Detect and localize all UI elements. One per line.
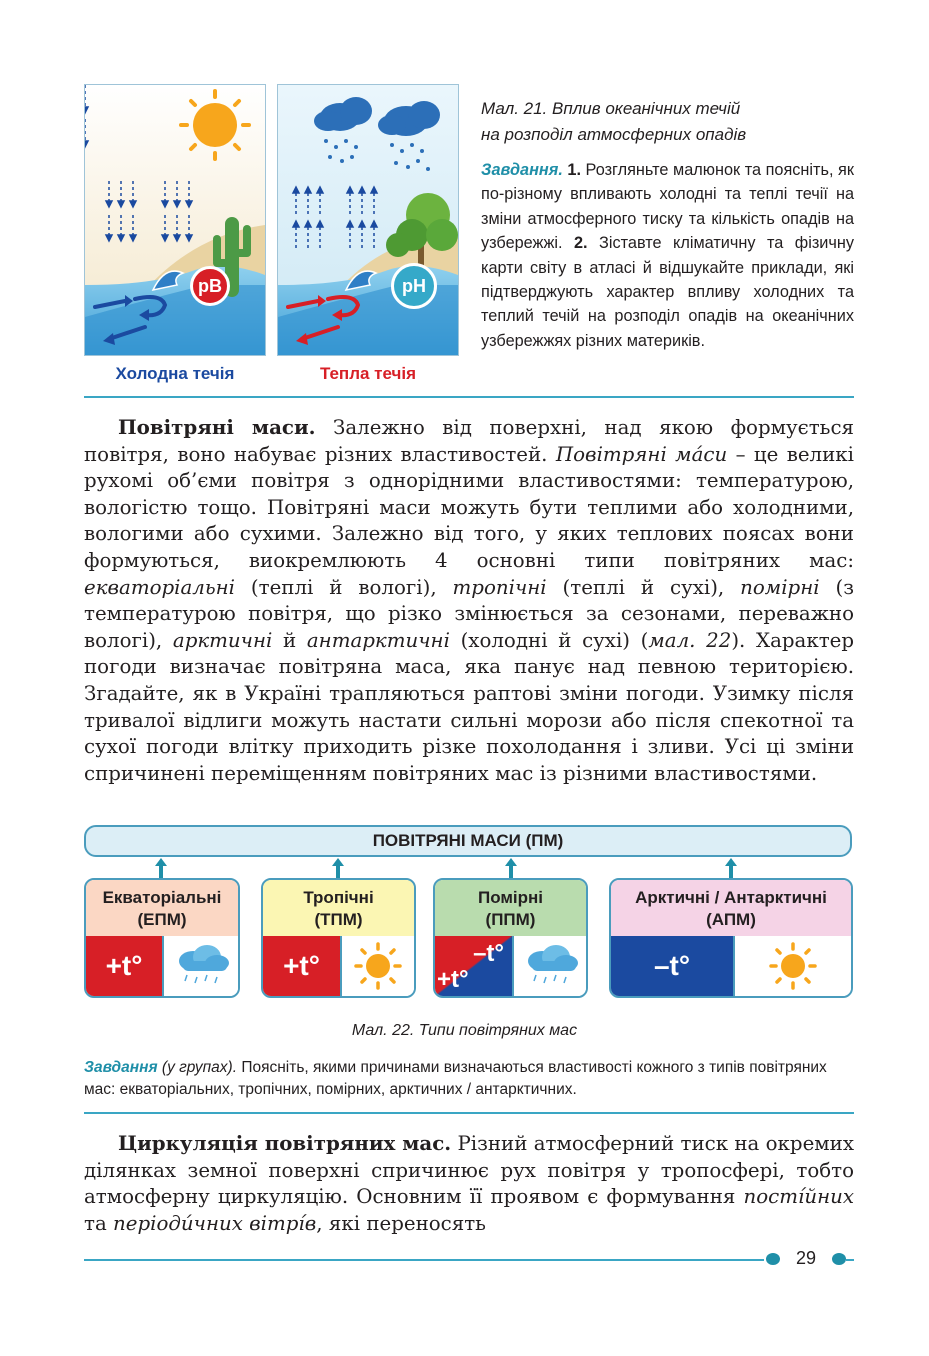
temperature-cell: [263, 936, 340, 996]
para1-figure-ref: мал. 22: [648, 628, 732, 652]
para2-text: , які переносять: [316, 1211, 486, 1235]
warm-current-illustration: [277, 84, 459, 356]
air-masses-paragraph: [84, 414, 854, 787]
air-masses-header: ПОВІТРЯНІ МАСИ (ПМ): [84, 825, 852, 857]
para2-text: Різний атмосферний тиск на окремих ділянках земної поверхні спричинює рух повітря у тропосфері, тобто атмосферну циркуляцію. Основним її проявом є формування: [84, 1132, 855, 1209]
temperature-cell: [611, 936, 733, 996]
box-title-line2: (ППМ): [485, 910, 536, 929]
para1-term: Повітряні ма́си: [555, 442, 728, 466]
sun-icon: [340, 936, 414, 996]
box-title-line1: Арктичні / Антарктичні: [635, 888, 827, 907]
task2-body: Поясніть, якими причинами визначаються властивості кожного з типів повітряних мас: екваторіальних, тропічних, помірних, арктичних / антарктичних.: [84, 1059, 827, 1098]
task2-label: Завдання: [84, 1059, 158, 1076]
para1-text: ). Характер погоди визначає повітряна маса, яка панує над певною територією. Згадайте, як в Україні трапляються раптові зміни погоди. Узимку після тривалої відлиги можуть настати сильні морози або після спекотної та сухої погоди влітку приходить різке похолодання і зливи. Усі ці зміни спричинені переміщенням повітряних мас із різними властивостями.: [84, 628, 855, 785]
task1-num2: 2.: [573, 234, 588, 253]
temperature-cell: [435, 936, 512, 996]
cold-current-label: Холодна течія: [115, 364, 235, 383]
divider: [84, 1112, 854, 1114]
para1-term: арктичні: [172, 628, 273, 652]
para2-term: постíйних: [743, 1185, 854, 1209]
task1-text2: Зіставте кліматичну та фізичну карти світу в атласі й відшукайте приклади, які підтверджують характер впливу холодних та теплий течій на розподіл опадів на океанічних узбережжях різних материків.: [481, 234, 854, 350]
task1-text1: Розгляньте малюнок та поясніть, як по-різному впливають холодні та теплі течії на зміни атмосферного тиску та кількість опадів на узбережжі.: [481, 161, 854, 253]
box-title-line1: Помірні: [477, 888, 544, 907]
tropical-air-mass-box: [261, 878, 416, 998]
para1-text: (теплі й вологі),: [235, 575, 453, 599]
circulation-heading: Циркуляція повітряних мас.: [118, 1131, 452, 1155]
task1-num1: 1.: [567, 161, 581, 179]
warm-badge-text: рН: [402, 275, 426, 296]
figure21-caption: [481, 96, 861, 148]
para1-term: екваторіальні: [84, 575, 235, 599]
air-masses-heading: Повітряні маси.: [118, 415, 316, 439]
para1-text: Залежно від поверхні, над якою формується повітря, воно набуває різних властивостей.: [84, 416, 854, 466]
page-number: 29: [796, 1248, 817, 1268]
footer-line: [84, 1259, 764, 1261]
para2-term: періоди́чних вітрíв: [113, 1211, 317, 1235]
rain-cloud-icon: [162, 936, 238, 996]
circulation-paragraph: [84, 1130, 854, 1237]
figure21-caption-line2: на розподіл атмосферних опадів: [481, 125, 747, 144]
para1-term: помірні: [740, 575, 820, 599]
box-title-line1: Екваторіальні: [102, 888, 222, 907]
temperature-value-warm: +t°: [437, 966, 469, 993]
sun-icon: [733, 936, 851, 996]
warm-pressure-badge: [391, 263, 437, 309]
para1-text: (теплі й сухі),: [546, 575, 741, 599]
cold-badge-text: рВ: [198, 275, 222, 296]
task1-text: [481, 158, 854, 353]
equatorial-air-mass-box: [84, 878, 240, 998]
footer-dot-icon: [832, 1253, 846, 1265]
box-title: [435, 880, 586, 938]
para1-text: (холодні й сухі) (: [449, 628, 649, 652]
footer-dot-icon: [766, 1253, 780, 1265]
temperature-value: –t°: [653, 950, 691, 981]
arctic-air-mass-box: [609, 878, 853, 998]
figure22-caption: Мал. 22. Типи повітряних мас: [351, 1022, 578, 1039]
cold-pressure-badge: [190, 266, 230, 306]
box-title-line2: (АПМ): [706, 910, 756, 929]
temperature-value-cold: –t°: [473, 940, 504, 967]
task2-text: [84, 1057, 859, 1101]
para1-term: антарктичні: [306, 628, 450, 652]
box-title: [611, 880, 851, 938]
task2-label-extra: (у групах).: [157, 1059, 238, 1076]
para2-text: та: [84, 1211, 114, 1235]
warm-current-label: Тепла течія: [319, 364, 417, 383]
rain-cloud-icon: [512, 936, 586, 996]
para1-text: – це великі рухомі об’єми повітря з однорідними властивостями: температурою, вологістю тощо. Повітряні маси можуть бути теплими або холодними, вологими або сухими. Залежно від того, у яких теплових поясах вони формуються, виокремлюють 4 основні типи повітряних мас:: [84, 442, 855, 572]
para1-text: (з температурою повітря, що різко змінюється за сезонами, переважно вологі),: [84, 575, 854, 652]
footer-line-end: [846, 1259, 854, 1261]
box-title-line1: Тропічні: [303, 888, 374, 907]
box-title: [263, 880, 414, 938]
task1-label: Завдання.: [481, 161, 563, 179]
box-title: [86, 880, 238, 938]
temperature-value: +t°: [283, 950, 320, 981]
figure21-caption-line1: Мал. 21. Вплив океанічних течій: [481, 99, 741, 118]
box-title-line2: (ТПМ): [314, 910, 363, 929]
temperature-cell: [86, 936, 162, 996]
cold-current-illustration: [84, 84, 266, 356]
box-title-line2: (ЕПМ): [137, 910, 187, 929]
temperature-value: +t°: [105, 950, 143, 981]
divider: [84, 396, 854, 398]
para1-text: й: [272, 628, 307, 652]
temperate-air-mass-box: [433, 878, 588, 998]
para1-term: тропічні: [452, 575, 547, 599]
